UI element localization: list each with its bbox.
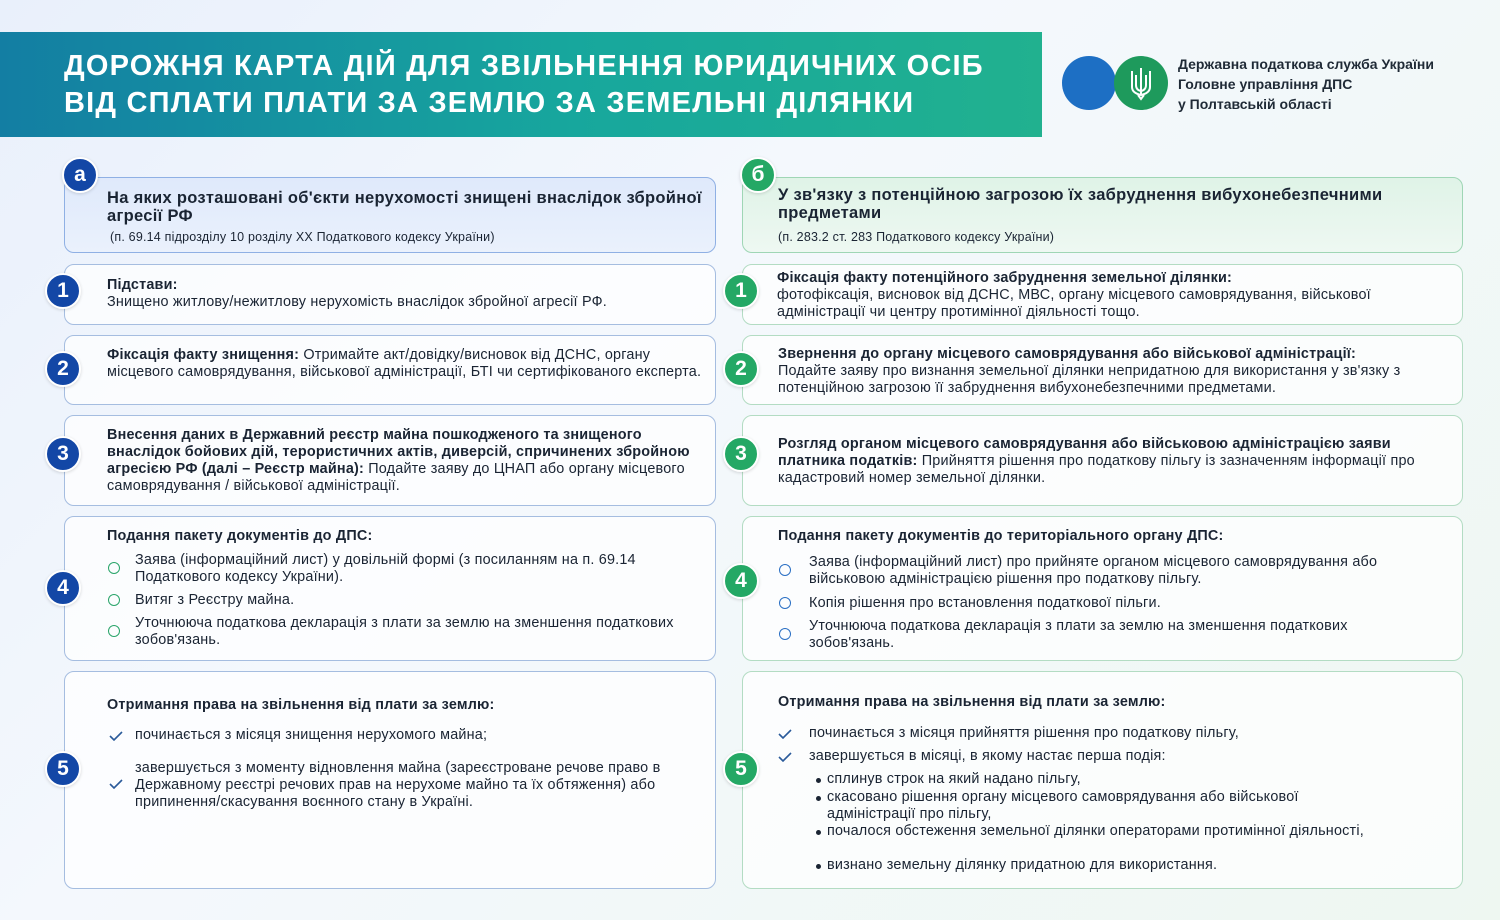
left-step-5-item-1: починається з місяця знищення нерухомого майна;	[135, 727, 488, 743]
left-step-1-bold: Підстави:	[107, 277, 178, 293]
left-step-3-text	[107, 427, 707, 495]
right-step-5-title: Отримання права на звільнення від плати за землю:	[778, 694, 1166, 710]
left-step-5-card	[64, 671, 716, 889]
blue-circle-logo	[1062, 56, 1116, 110]
left-header-card	[64, 177, 716, 253]
right-header-card	[742, 177, 1463, 253]
right-step-5-item-1-check-icon	[778, 729, 792, 739]
left-step-1-text	[107, 277, 707, 311]
left-step-5-item-1-check-icon	[109, 731, 123, 741]
right-step-4-item-1-bullet	[779, 564, 791, 576]
right-step-3-body: Прийняття рішення про податкову пільгу із зазначенням інформації про кадастровий номер земельної ділянки.	[778, 453, 1415, 486]
right-header-title: У зв'язку з потенційною загрозою їх забруднення вибухонебезпечними предметами	[778, 186, 1383, 222]
right-step-1-card	[742, 264, 1463, 325]
right-step-5-card	[742, 671, 1463, 889]
right-step-2-bold: Звернення до органу місцевого самоврядування або військової адміністрації:	[778, 346, 1357, 362]
right-step-5-subitem-2: скасовано рішення органу місцевого самоврядування або військової адміністрації про пільгу,	[827, 789, 1299, 822]
right-step-5-subitem-3: почалося обстеження земельної ділянки операторами протимінної діяльності,	[827, 823, 1364, 839]
page-title-line-2: ВІД СПЛАТИ ПЛАТИ ЗА ЗЕМЛЮ ЗА ЗЕМЕЛЬНІ ДІЛЯНКИ	[64, 87, 915, 119]
left-step-4-title: Подання пакету документів до ДПС:	[107, 528, 373, 544]
right-step-2-badge: 2	[723, 351, 759, 387]
left-step-5-item-2: завершується з моменту відновлення майна (зареєстроване речове право в Державному реєстрі речових прав на нерухоме майно та їх обтяження) або припинення/скасування воєнного стану в Україні.	[135, 760, 661, 810]
right-step-4-badge: 4	[723, 563, 759, 599]
right-letter-badge: б	[740, 157, 776, 193]
right-step-4-item-3: Уточнююча податкова декларація з плати за землю на зменшення податкових зобов'язань.	[809, 618, 1348, 651]
left-step-4-item-1-bullet	[108, 562, 120, 574]
left-step-4-item-2: Витяг з Реєстру майна.	[135, 592, 295, 608]
org-logo	[1062, 52, 1492, 116]
right-step-4-item-3-bullet	[779, 628, 791, 640]
left-step-4-item-3: Уточнююча податкова декларація з плати за землю на зменшення податкових зобов'язань.	[135, 615, 674, 648]
right-step-5-subitem-4: визнано земельну ділянку придатною для використання.	[827, 857, 1218, 873]
left-step-3-badge: 3	[45, 436, 81, 472]
left-step-5-badge: 5	[45, 751, 81, 787]
left-step-1-card	[64, 264, 716, 325]
right-step-2-body: Подайте заяву про визнання земельної ділянки непридатною для використання у зв'язку з потенційною загрозою її забруднення вибухонебезпечними предметами.	[778, 363, 1401, 396]
right-step-3-badge: 3	[723, 436, 759, 472]
right-step-4-item-2-bullet	[779, 597, 791, 609]
left-step-4-item-1: Заява (інформаційний лист) у довільній формі (з посиланням на п. 69.14 Податкового кодексу України).	[135, 552, 636, 585]
left-step-4-item-2-bullet	[108, 594, 120, 606]
left-step-2-card	[64, 335, 716, 405]
left-step-3-bold: Внесення даних в Державний реєстр майна пошкодженого та знищеного внаслідок бойових дій, терористичних актів, диверсій, спричинених збройною агресією РФ (далі – Реєстр майна):	[107, 427, 690, 477]
right-step-5-item-1: починається з місяця прийняття рішення про податкову пільгу,	[809, 725, 1239, 741]
left-step-2-badge: 2	[45, 351, 81, 387]
right-step-1-body: фотофіксація, висновок від ДСНС, МВС, органу місцевого самоврядування, військової адміністрації чи центру протимінної діяльності тощо.	[777, 287, 1371, 320]
right-step-3-card	[742, 415, 1463, 506]
right-step-5-subitem-1: сплинув строк на який надано пільгу,	[827, 771, 1081, 787]
right-step-4-card	[742, 516, 1463, 661]
org-names	[1178, 54, 1434, 114]
org-name-3: у Полтавській області	[1178, 96, 1332, 112]
right-step-5-subitem-3-bullet	[816, 830, 821, 835]
right-step-4-item-1: Заява (інформаційний лист) про прийняте органом місцевого самоврядування або військовою адміністрацією рішення про податкову пільгу.	[809, 554, 1378, 587]
right-step-4-title: Подання пакету документів до територіального органу ДПС:	[778, 528, 1224, 544]
right-step-1-badge: 1	[723, 273, 759, 309]
right-step-3-bold: Розгляд органом місцевого самоврядування або військовою адміністрацією заяви платника податків:	[778, 436, 1391, 469]
org-name-2: Головне управління ДПС	[1178, 76, 1353, 92]
left-step-1-body: Знищено житлову/нежитлову нерухомість внаслідок збройної агресії РФ.	[107, 294, 607, 310]
right-step-1-bold: Фіксація факту потенційного забруднення земельної ділянки:	[777, 270, 1233, 286]
right-step-5-subitem-2-bullet	[816, 796, 821, 801]
right-step-5-item-2-check-icon	[778, 752, 792, 762]
left-step-1-badge: 1	[45, 273, 81, 309]
left-header-title: На яких розташовані об'єкти нерухомості знищені внаслідок збройної агресії РФ	[107, 189, 702, 225]
left-step-5-item-2-check-icon	[109, 779, 123, 789]
right-step-5-item-2: завершується в місяці, в якому настає перша подія:	[809, 748, 1166, 764]
left-step-3-body: Подайте заяву до ЦНАП або органу місцевого самоврядування / військової адміністрації.	[107, 461, 685, 494]
left-step-2-bold: Фіксація факту знищення:	[107, 347, 300, 363]
right-step-5-subitem-1-bullet	[816, 778, 821, 783]
right-step-3-text	[778, 436, 1448, 487]
right-step-2-card	[742, 335, 1463, 405]
left-step-4-item-3-bullet	[108, 625, 120, 637]
title-banner	[0, 32, 1042, 137]
org-name-1: Державна податкова служба України	[1178, 56, 1434, 72]
right-step-1-text	[777, 270, 1447, 321]
left-step-4-card	[64, 516, 716, 661]
left-letter-badge: а	[62, 157, 98, 193]
page-title-line-1: ДОРОЖНЯ КАРТА ДІЙ ДЛЯ ЗВІЛЬНЕННЯ ЮРИДИЧНИХ ОСІБ	[64, 50, 984, 82]
trident-icon	[1114, 56, 1168, 110]
left-step-5-title: Отримання права на звільнення від плати за землю:	[107, 697, 495, 713]
left-step-4-badge: 4	[45, 570, 81, 606]
right-step-5-badge: 5	[723, 751, 759, 787]
right-header-subtitle: (п. 283.2 ст. 283 Податкового кодексу України)	[778, 230, 1055, 244]
right-step-4-item-2: Копія рішення про встановлення податкової пільги.	[809, 595, 1161, 611]
left-step-2-body: Отримайте акт/довідку/висновок від ДСНС, органу місцевого самоврядування, військової адміністрації, БТІ чи сертифікованого експерта.	[107, 347, 702, 380]
right-step-2-text	[778, 346, 1448, 397]
left-step-2-text	[107, 347, 707, 381]
left-step-3-card	[64, 415, 716, 506]
left-header-subtitle: (п. 69.14 підрозділу 10 розділу ХХ Податкового кодексу України)	[110, 230, 495, 244]
right-step-5-subitem-4-bullet	[816, 864, 821, 869]
